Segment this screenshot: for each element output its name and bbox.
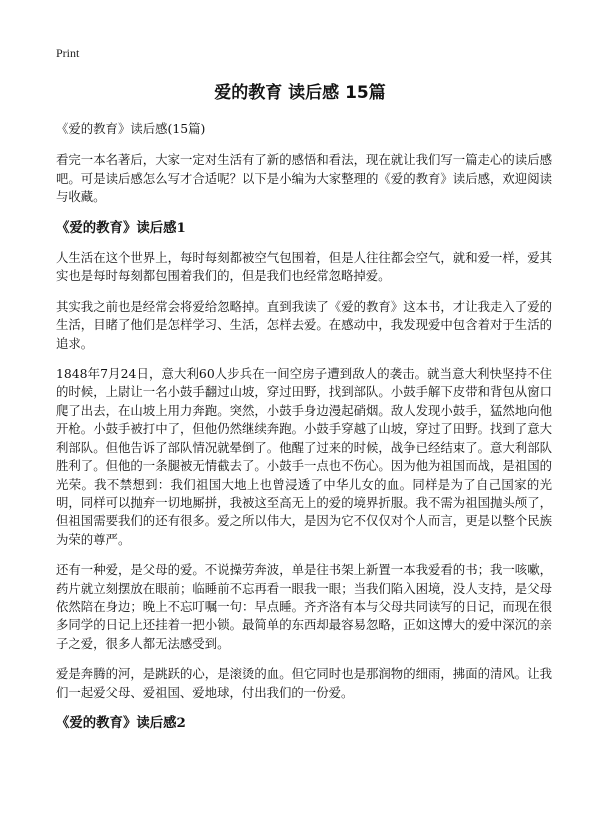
article-subtitle: 《爱的教育》读后感(15篇) (56, 121, 206, 136)
section-heading-2: 《爱的教育》读后感2 (56, 714, 186, 731)
section-1-paragraph-4: 还有一种爱，是父母的爱。不说操劳奔波，单是往书架上新置一本我爱看的书；我一咳嗽，药片就立刻摆放在眼前；临睡前不忘再看一眼我一眼；当我们陷入困境，没人支持，是父母依然陪在身边；晚上不忘叮嘱一句：早点睡。齐齐洛有本与父母共同读写的日记，而现在很多同学的日记上还挂着一把小锁。最简单的东西却最容易忽略，正如这博大的爱中深沉的亲子之爱，很多人都无法感受到。 (56, 562, 552, 651)
article-body (56, 120, 552, 744)
section-heading-1: 《爱的教育》读后感1 (56, 219, 186, 236)
intro-paragraph: 看完一本名著后，大家一定对生活有了新的感悟和看法，现在就让我们写一篇走心的读后感吧。可是读后感怎么写才合适呢？以下是小编为大家整理的《爱的教育》读后感，欢迎阅读与收藏。 (56, 152, 552, 205)
page-title: 爱的教育 读后感 15篇 (214, 83, 386, 103)
section-1-paragraph-3: 1848年7月24日，意大利60人步兵在一间空房子遭到敌人的袭击。就当意大利快坚持不住的时候，上尉让一名小鼓手翻过山坡，穿过田野，找到部队。小鼓手解下皮带和背包从窗口爬了出去，在山坡上用力奔跑。突然，小鼓手身边漫起硝烟。敌人发现小鼓手，猛然地向他开枪。小鼓手被打中了，但他仍然继续奔跑。小鼓手穿越了山坡，穿过了田野。找到了意大利部队。但他告诉了部队情况就晕倒了。他醒了过来的时候，战争已经结束了。意大利部队胜利了。但他的一条腿被无情截去了。小鼓手一点也不伤心。因为他为祖国而战，是祖国的光荣。我不禁想到：我们祖国大地上也曾浸透了中华儿女的血。同样是为了自己国家的光明，同样可以抛弃一切地厮拼，我被这至高无上的爱的境界折服。我不需为祖国抛头颅了，但祖国需要我们的还有很多。爱之所以伟大，是因为它不仅仅对个人而言，更是以整个民族为荣的尊严。 (56, 366, 552, 547)
print-link[interactable]: Print (56, 46, 80, 60)
section-1-paragraph-2: 其实我之前也是经常会将爱给忽略掉。直到我读了《爱的教育》这本书，才让我走入了爱的生活，目睹了他们是怎样学习、生活，怎样去爱。在感动中，我发现爱中包含着对于生活的追求。 (56, 298, 552, 351)
section-1-paragraph-5: 爱是奔腾的河，是跳跃的心，是滚烫的血。但它同时也是那润物的细雨，拂面的清风。让我们一起爱父母、爱祖国、爱地球，付出我们的一份爱。 (56, 666, 552, 700)
section-1-paragraph-1: 人生活在这个世界上，每时每刻都被空气包围着，但是人往往都会空气，就和爱一样，爱其实也是每时每刻都包围着我们的，但是我们也经常忽略掉爱。 (56, 250, 552, 284)
